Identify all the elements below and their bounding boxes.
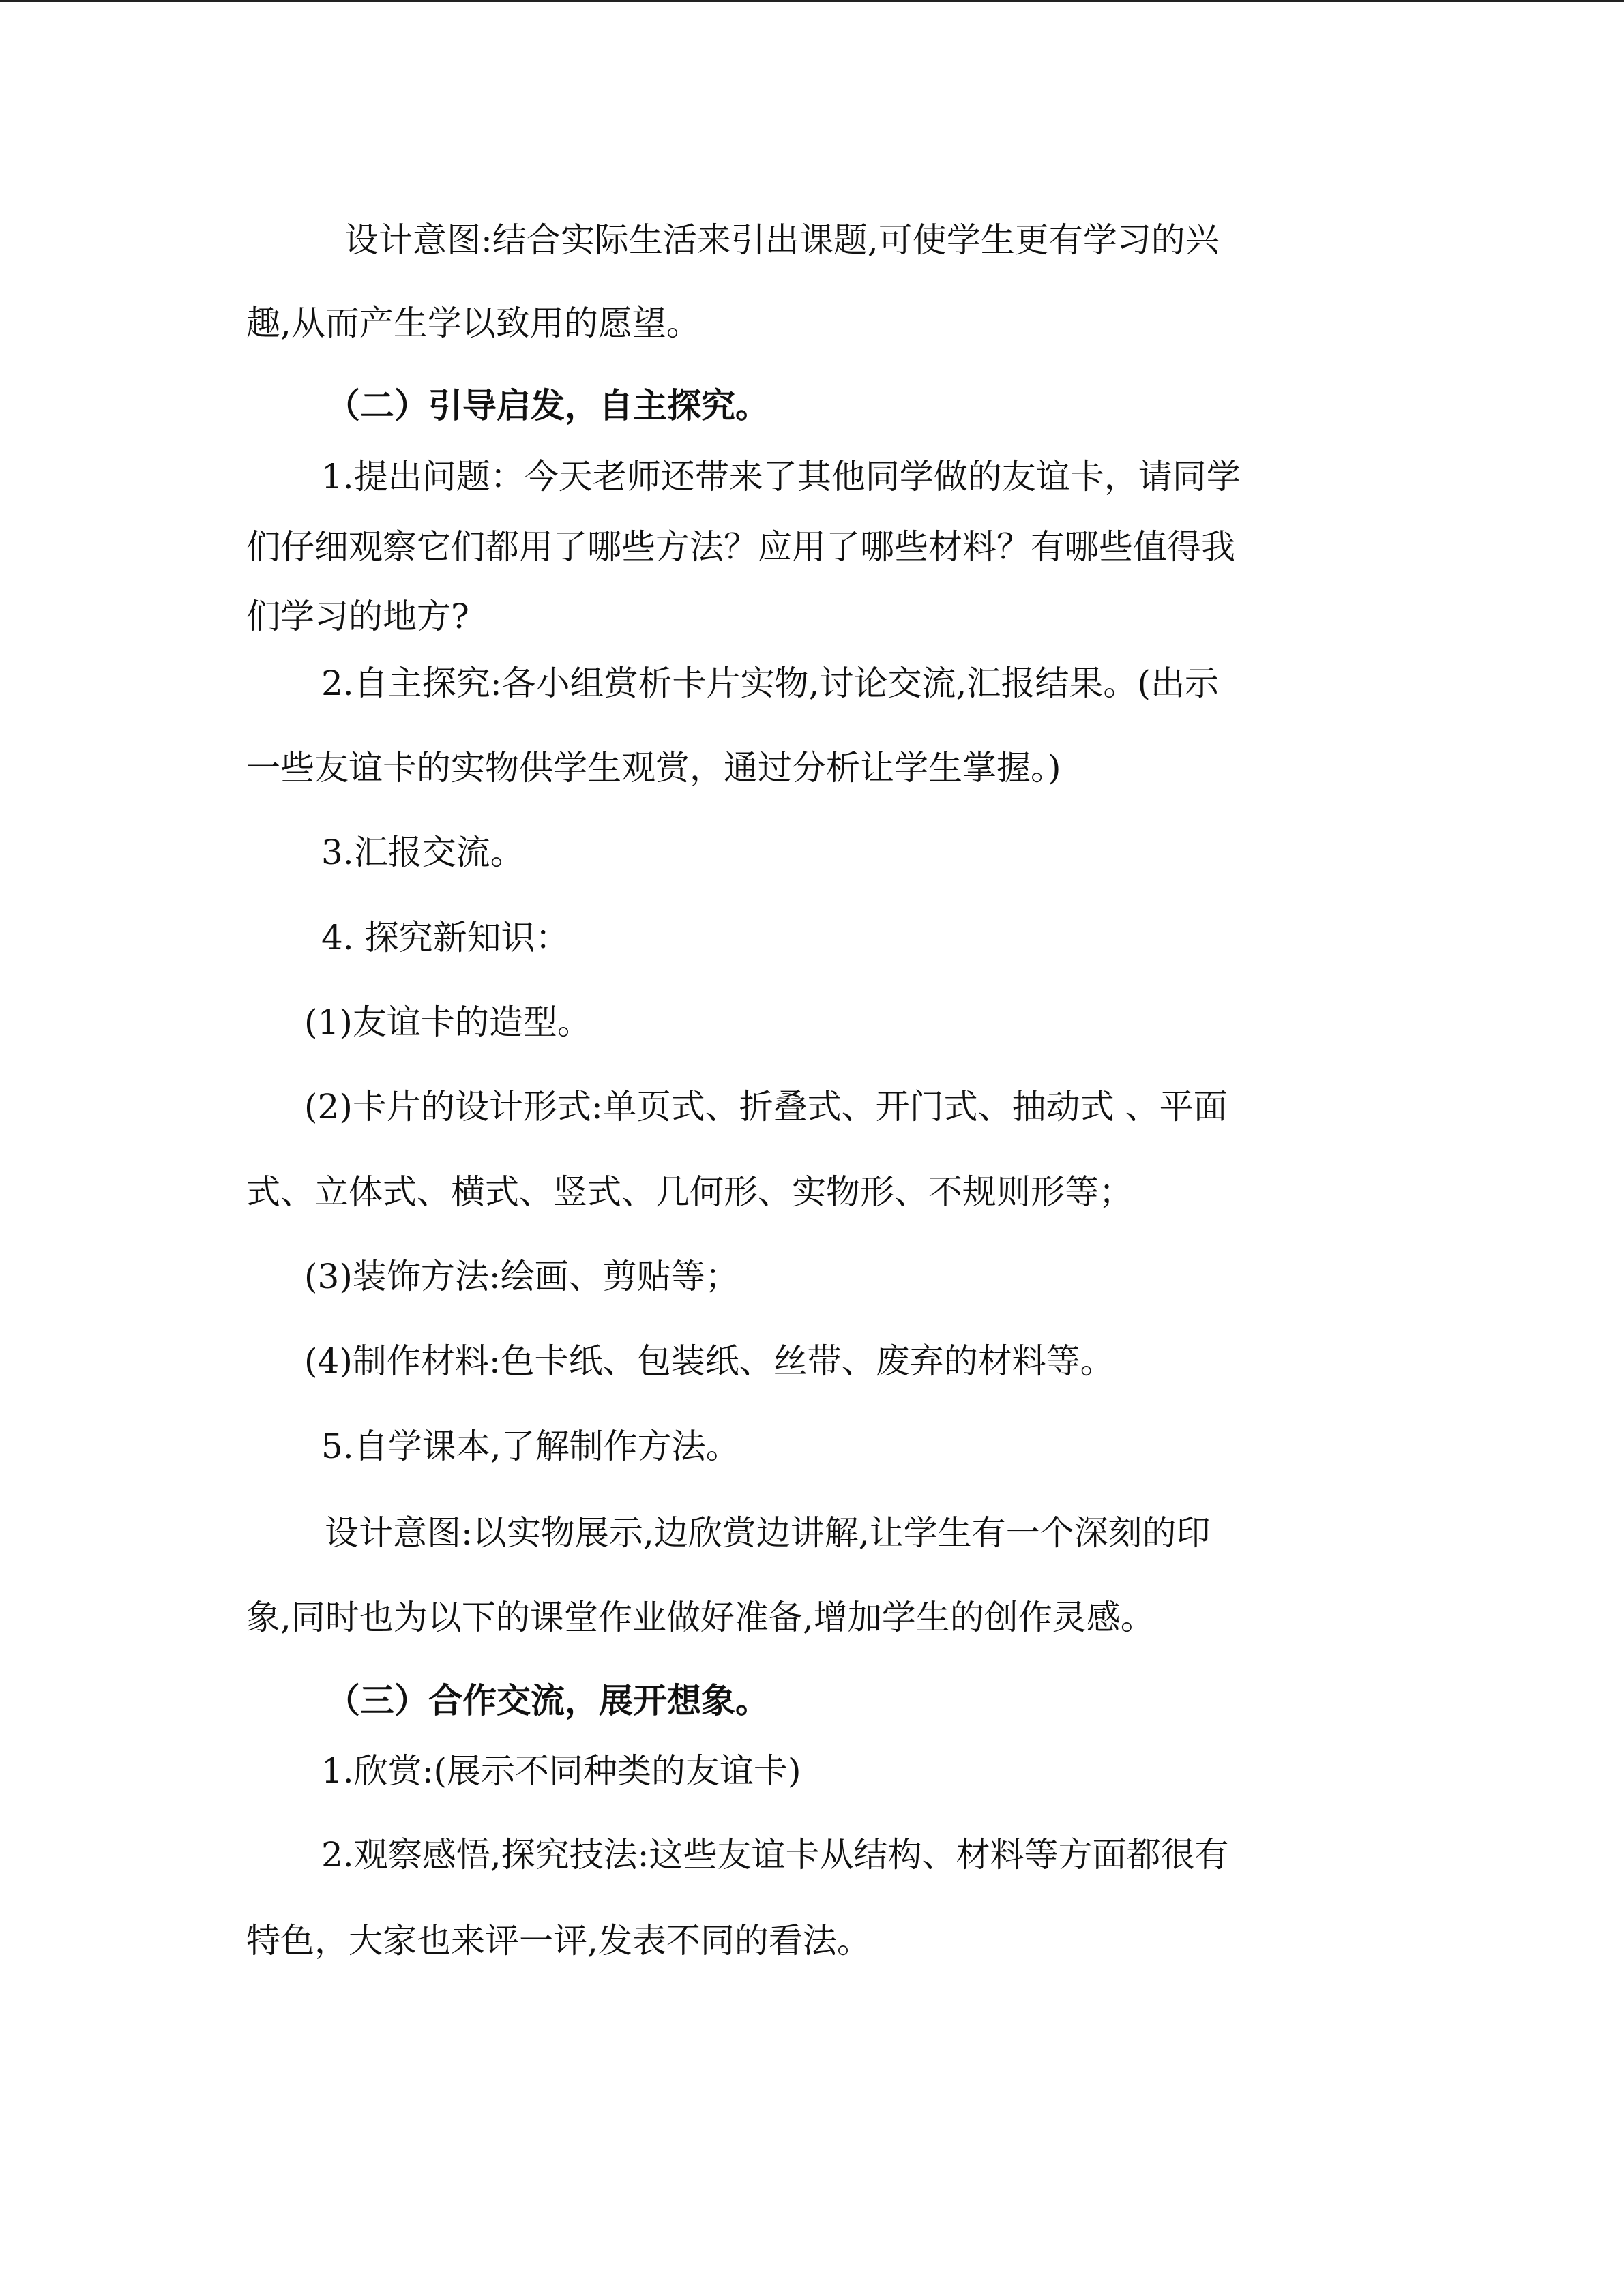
subitem-2-line-2: 式、立体式、横式、竖式、几何形、实物形、不规则形等； <box>246 1172 1133 1212</box>
item-4: 4. 探究新知识： <box>321 918 570 957</box>
subitem-4: (4)制作材料:色卡纸、包装纸、丝带、废弃的材料等。 <box>304 1341 1114 1381</box>
item-observe-line-2: 特色，大家也来评一评,发表不同的看法。 <box>246 1921 871 1960</box>
paragraph-design-intent-1-line-2: 趣,从而产生学以致用的愿望。 <box>246 303 700 343</box>
item-observe-line-1: 2.观察感悟,探究技法:这些友谊卡从结构、材料等方面都很有 <box>321 1835 1229 1875</box>
paragraph-design-intent-1-line-1: 设计意图:结合实际生活来引出课题,可使学生更有学习的兴 <box>344 220 1220 260</box>
subitem-2-line-1: (2)卡片的设计形式:单页式、折叠式、开门式、抽动式 、平面 <box>304 1087 1228 1127</box>
item-3: 3.汇报交流。 <box>321 833 525 872</box>
item-2-line-2: 一些友谊卡的实物供学生观赏，通过分析让学生掌握。) <box>246 748 1061 788</box>
paragraph-design-intent-2-line-2: 象,同时也为以下的课堂作业做好准备,增加学生的创作灵感。 <box>246 1598 1155 1637</box>
section-heading-3: （三）合作交流，展开想象。 <box>326 1681 769 1720</box>
item-1-line-1: 1.提出问题：今天老师还带来了其他同学做的友谊卡，请同学 <box>321 457 1241 496</box>
item-2-line-1: 2.自主探究:各小组赏析卡片实物,讨论交流,汇报结果。(出示 <box>321 664 1219 703</box>
paragraph-design-intent-2-line-1: 设计意图:以实物展示,边欣赏边讲解,让学生有一个深刻的印 <box>325 1513 1211 1553</box>
item-5: 5.自学课本,了解制作方法。 <box>321 1427 740 1466</box>
subitem-3: (3)装饰方法:绘画、剪贴等； <box>304 1257 739 1296</box>
item-appreciate: 1.欣赏:(展示不同种类的友谊卡) <box>321 1751 801 1791</box>
item-1-line-2: 们仔细观察它们都用了哪些方法？应用了哪些材料？有哪些值得我 <box>246 527 1235 567</box>
subitem-1: (1)友谊卡的造型。 <box>304 1002 591 1042</box>
section-heading-2: （二）引导启发，自主探究。 <box>326 386 769 426</box>
item-1-line-3: 们学习的地方? <box>246 597 469 636</box>
